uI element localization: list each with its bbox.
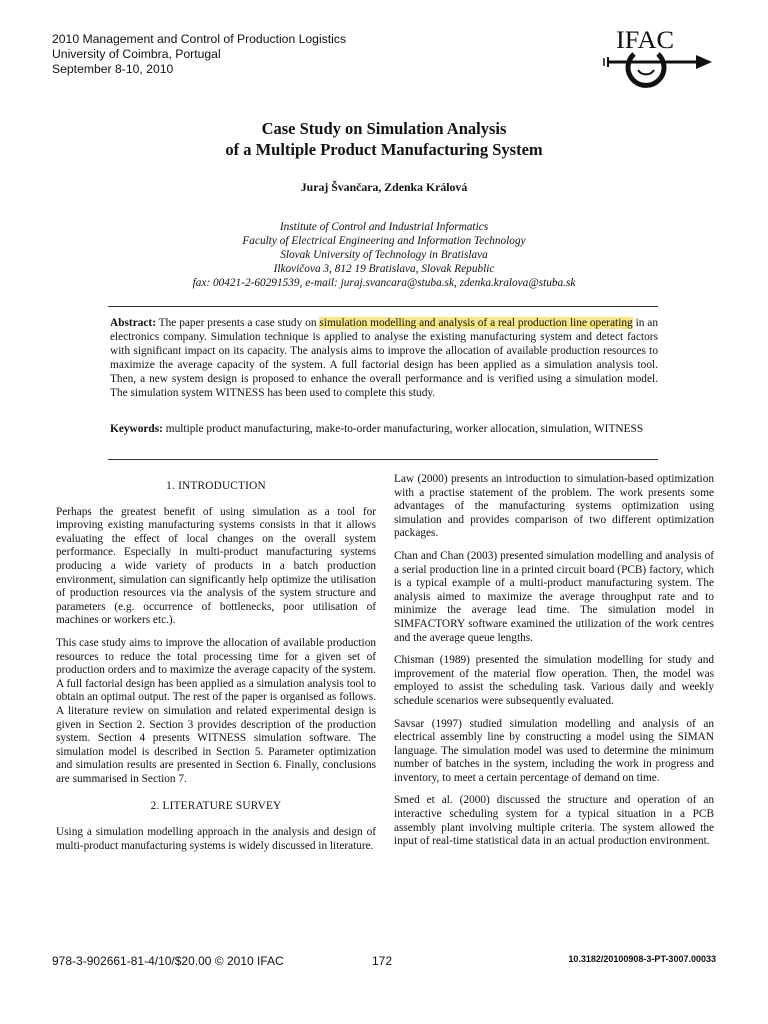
- abstract-top-rule: [108, 306, 658, 307]
- paragraph: Savsar (1997) studied simulation modelling and analysis of an electrical assembly line by constructing a model using the SIMAN language. The simulation model was used to determine the minimum number of batches in the system, including the work in progress and inventory, to meet a certain percentage of demand on time.: [394, 717, 714, 784]
- paragraph: Using a simulation modelling approach in the analysis and design of multi-product manufacturing systems is widely discussed in literature.: [56, 826, 376, 852]
- title-line-1: Case Study on Simulation Analysis: [261, 119, 507, 138]
- conference-name: 2010 Management and Control of Production Logistics: [52, 32, 347, 46]
- conference-dates: September 8-10, 2010: [52, 62, 174, 76]
- paragraph: Law (2000) presents an introduction to simulation-based optimization with a practise statement of the problem. The work presents some advantages of the manufacturing systems optimization using simulation and provides comparison of two different optimization packages.: [394, 473, 714, 540]
- conference-header: [52, 32, 346, 77]
- affiliation-address: Ilkovičova 3, 812 19 Bratislava, Slovak Republic: [273, 263, 495, 275]
- abstract-label: Abstract:: [110, 317, 156, 329]
- abstract-bottom-rule: [108, 459, 658, 460]
- affiliation: [0, 220, 768, 290]
- paragraph: Chan and Chan (2003) presented simulation modelling and analysis of a serial production line in a printed circuit board (PCB) factory, which is a typical example of a multi-product manufacturing system. The analysis aimed to maximize the average throughput rate and to minimize the average lead time. The simulation model in SIMFACTORY software examined the utilization of the work centres and the average queue lengths.: [394, 549, 714, 644]
- keywords-text: multiple product manufacturing, make-to-order manufacturing, worker allocation, simulation, WITNESS: [162, 423, 644, 435]
- paragraph: Perhaps the greatest benefit of using simulation as a tool for improving existing manufacturing systems consists in that it allows evaluating the effect of local changes on the overall system performance. Especially in multi-product manufacturing systems producing a wide variety of products in a batch production environment, simulation can significantly help optimize the utilisation of production resources via the analysis of the system structure and parameters (e.g. occurrence of bottlenecks, poor utilisation of machines or workers etc.).: [56, 505, 376, 627]
- footer-isbn: 978-3-902661-81-4/10/$20.00 © 2010 IFAC: [52, 954, 284, 968]
- left-column: [56, 480, 376, 862]
- ifac-logo-text: IFAC: [616, 27, 674, 54]
- paper-title: [0, 118, 768, 160]
- keywords-label: Keywords:: [110, 423, 163, 435]
- abstract-text-start: The paper presents a case study on: [156, 317, 320, 329]
- abstract: [110, 316, 658, 400]
- section-heading-literature-survey: 2. LITERATURE SURVEY: [150, 800, 282, 813]
- conference-venue: University of Coimbra, Portugal: [52, 47, 221, 61]
- page-number: 172: [372, 954, 393, 968]
- right-column: [394, 473, 714, 858]
- section-heading-introduction: 1. INTRODUCTION: [166, 480, 266, 492]
- footer-doi: 10.3182/20100908-3-PT-3007.00033: [568, 954, 716, 964]
- affiliation-institute: Institute of Control and Industrial Informatics: [279, 221, 489, 233]
- abstract-highlight[interactable]: simulation modelling and analysis of a real production line operating: [319, 317, 633, 329]
- paragraph: Smed et al. (2000) discussed the structure and operation of an interactive scheduling system for a typical situation in a PCB assembly plant involving multiple criteria. The system allowed the input of real-time statistical data in an actual production environment.: [394, 794, 714, 848]
- affiliation-contact: fax: 00421-2-60291539, e-mail: juraj.svancara@stuba.sk, zdenka.kralova@stuba.sk: [192, 277, 576, 289]
- abstract-text-rest: in an electronics company. Simulation technique is applied to analyse the existing manufacturing system and detect factors with significant impact on its capacity. The analysis aims to improve the allocation of available production resources to maximize the average capacity of the system. A full factorial design has been applied as a simulation analysis tool. Then, a new system design is proposed to enhance the overall performance and is verified using a simulation model. The simulation system WITNESS has been used to complete this study.: [110, 317, 658, 399]
- affiliation-university: Slovak University of Technology in Bratislava: [280, 249, 488, 261]
- affiliation-faculty: Faculty of Electrical Engineering and Information Technology: [242, 235, 526, 247]
- paragraph: Chisman (1989) presented the simulation modelling for study and improvement of the material flow operation. Then, the model was employed to assist the scheduling task. Various daily and weekly schedule scenarios were subsequently evaluated.: [394, 654, 714, 707]
- title-line-2: of a Multiple Product Manufacturing System: [225, 140, 543, 159]
- ifac-logo-icon: [594, 24, 720, 100]
- authors: Juraj Švančara, Zdenka Králová: [300, 180, 468, 194]
- keywords: [110, 422, 658, 436]
- paragraph: This case study aims to improve the allocation of available production resources to reduce the total processing time for a given set of production orders and to maximize the average capacity of the system. A full factorial design has been applied as a simulation analysis tool to obtain an optimal output. The rest of the paper is organised as follows. A literature review on simulation and related experimental design is given in Section 2. Section 3 provides description of the production system. Section 4 presents WITNESS simulation software. The simulation model is described in Section 5. Parameter optimization and simulation results are presented in Section 6. Finally, conclusions are summarised in Section 7.: [56, 636, 376, 785]
